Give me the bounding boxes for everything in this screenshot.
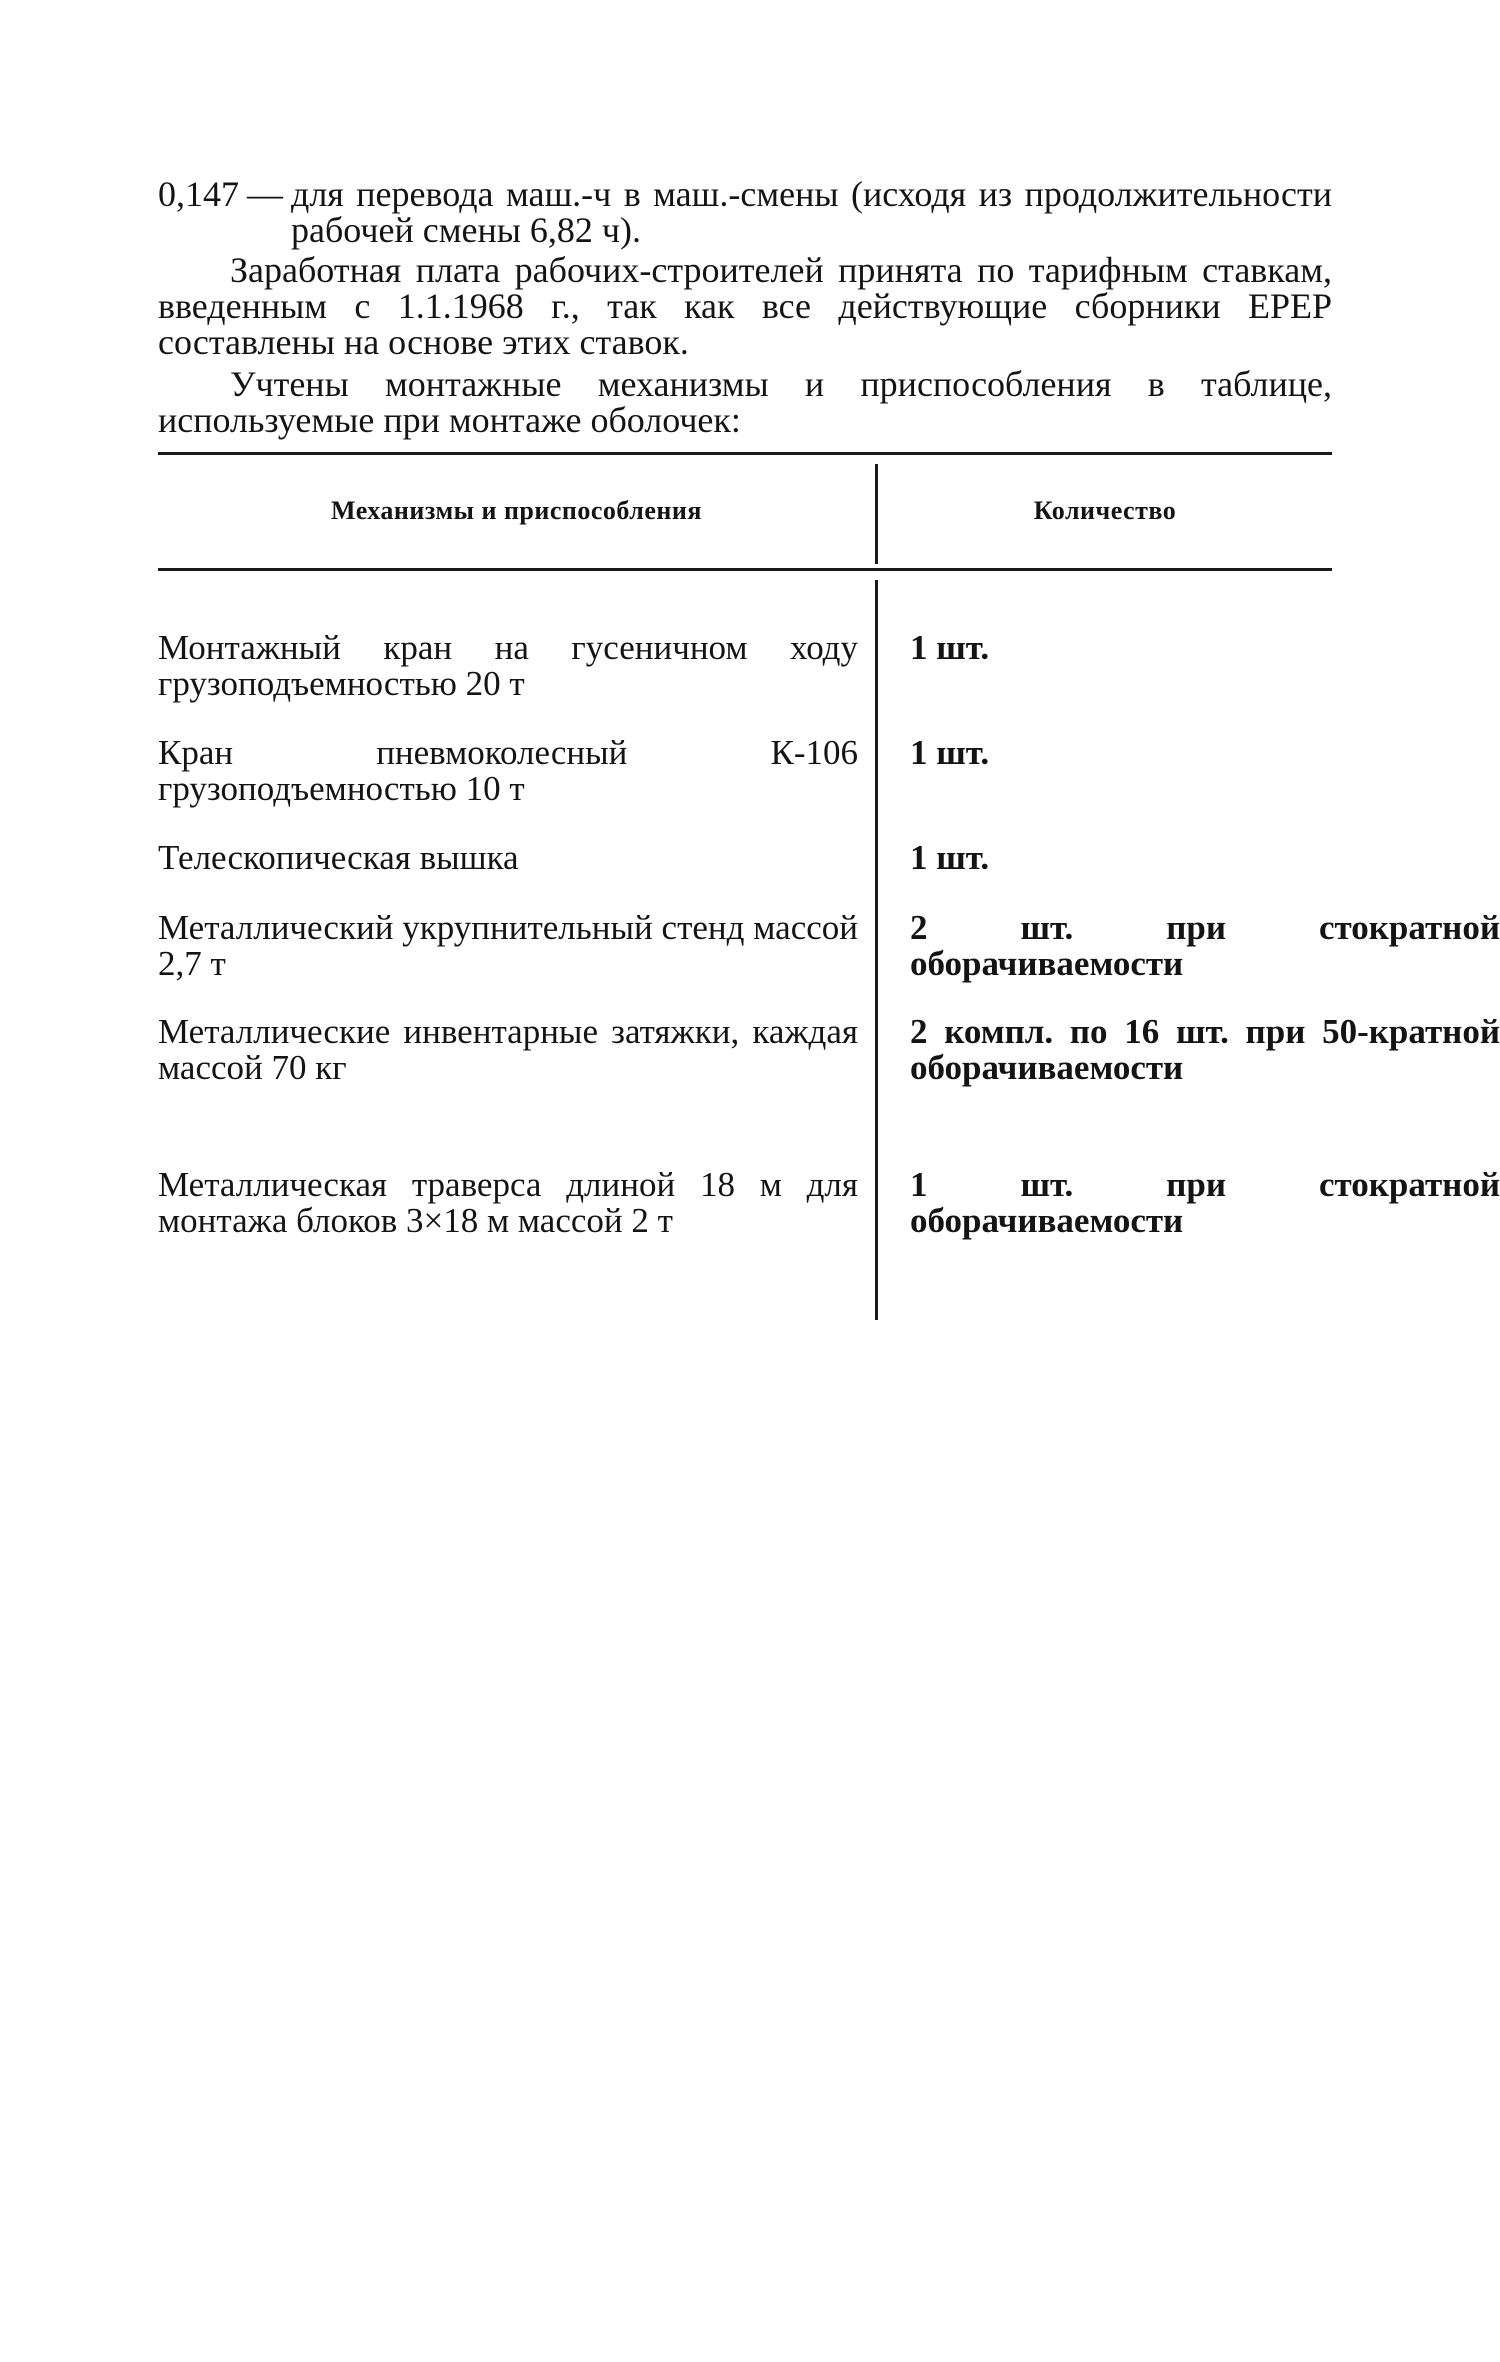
column-header-mechanisms: Механизмы и приспособления bbox=[331, 496, 702, 525]
mechanism-quantity: 1 шт. bbox=[910, 838, 990, 877]
column-header-quantity: Количество bbox=[1033, 496, 1177, 525]
mechanism-quantity: 1 шт. bbox=[910, 733, 990, 772]
paragraph-mechanisms-intro: Учтены монтажные механизмы и приспособления в таблице, используемые при монтаже оболочек: bbox=[158, 364, 1332, 440]
em-dash: — bbox=[247, 174, 283, 214]
document-text bbox=[158, 176, 1332, 438]
mechanism-name: Металлический укрупнительный стенд массой 2,7 т bbox=[158, 908, 858, 983]
mechanism-name: Металлическая траверса длиной 18 м для монтажа блоков 3×18 м массой 2 т bbox=[158, 1165, 858, 1240]
coefficient-value: 0,147 bbox=[158, 174, 239, 214]
mechanism-name: Кран пневмоколесный К-106 грузоподъемностью 10 т bbox=[158, 733, 858, 808]
mechanism-name: Телескопическая вышка bbox=[158, 838, 519, 877]
paragraph-conversion-factor bbox=[158, 176, 1332, 248]
table-top-rule bbox=[158, 452, 1332, 455]
coefficient-description: для перевода маш.-ч в маш.-смены (исходя из продолжительности рабочей смены 6,82 ч). bbox=[291, 174, 1332, 250]
mechanism-name: Монтажный кран на гусеничном ходу грузоподъемностью 20 т bbox=[158, 628, 858, 703]
mechanism-quantity: 1 шт. при стократной оборачиваемости bbox=[910, 1165, 1500, 1240]
body-column-divider bbox=[875, 580, 878, 1320]
table-header-rule bbox=[158, 568, 1332, 571]
mechanism-quantity: 2 компл. по 16 шт. при 50-кратной оборачиваемости bbox=[910, 1012, 1500, 1087]
mechanism-quantity: 1 шт. bbox=[910, 628, 990, 667]
mechanism-name: Металлические инвентарные затяжки, каждая массой 70 кг bbox=[158, 1012, 858, 1087]
paragraph-wages: Заработная плата рабочих-строителей принята по тарифным ставкам, введенным с 1.1.1968 г., так как все действующие сборники ЕРЕР составлены на основе этих ставок. bbox=[158, 250, 1332, 362]
mechanism-quantity: 2 шт. при стократной оборачиваемости bbox=[910, 908, 1500, 983]
